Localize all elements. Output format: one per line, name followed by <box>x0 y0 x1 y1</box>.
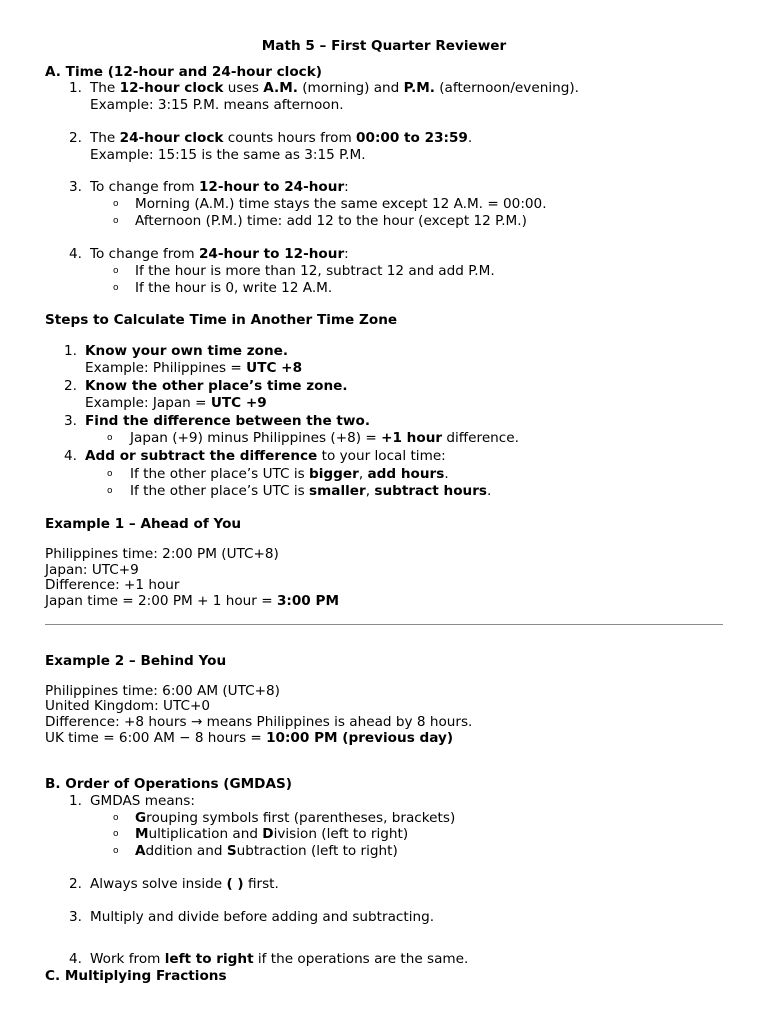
b-item-2-number: 2. <box>69 876 82 892</box>
bullet-marker: o <box>113 829 119 839</box>
bullet-marker: o <box>113 813 119 823</box>
example-1-line: Japan: UTC+9 <box>45 562 139 578</box>
b-item-2-text: Always solve inside ( ) first. <box>90 876 279 892</box>
bullet-marker: o <box>113 199 119 209</box>
tz-step-4-bullet-1: If the other place’s UTC is bigger, add hours. <box>130 466 449 482</box>
bullet-marker: o <box>107 469 113 479</box>
tz-step-3-bullet: Japan (+9) minus Philippines (+8) = +1 hour difference. <box>130 430 519 446</box>
example-2-result: UK time = 6:00 AM − 8 hours = 10:00 PM (previous day) <box>45 730 454 746</box>
example-2-line: United Kingdom: UTC+0 <box>45 698 210 714</box>
example-1-line: Philippines time: 2:00 PM (UTC+8) <box>45 546 279 562</box>
b-item-3-text: Multiply and divide before adding and subtracting. <box>90 909 435 925</box>
a-item-1-example: Example: 3:15 P.M. means afternoon. <box>90 97 344 113</box>
bullet-marker: o <box>107 486 113 496</box>
tz-step-4-title: Add or subtract the difference to your local time: <box>85 448 446 464</box>
timezone-heading: Steps to Calculate Time in Another Time Zone <box>45 312 398 328</box>
tz-step-1-number: 1. <box>64 343 77 359</box>
tz-step-1-example: Example: Philippines = UTC +8 <box>85 360 303 376</box>
a-item-4-bullet-2: If the hour is 0, write 12 A.M. <box>135 280 333 296</box>
section-b-heading: B. Order of Operations (GMDAS) <box>45 776 292 792</box>
tz-step-2-example: Example: Japan = UTC +9 <box>85 395 267 411</box>
a-item-2-line: The 24-hour clock counts hours from 00:00 to 23:59. <box>90 130 473 146</box>
a-item-2-number: 2. <box>69 130 82 146</box>
b-item-1-number: 1. <box>69 793 82 809</box>
tz-step-4-number: 4. <box>64 448 77 464</box>
example-1-result: Japan time = 2:00 PM + 1 hour = 3:00 PM <box>45 593 339 609</box>
a-item-2-example: Example: 15:15 is the same as 3:15 P.M. <box>90 147 366 163</box>
a-item-4-number: 4. <box>69 246 82 262</box>
tz-step-4-bullet-2: If the other place’s UTC is smaller, subtract hours. <box>130 483 492 499</box>
a-item-3-line: To change from 12-hour to 24-hour: <box>90 179 349 195</box>
tz-step-1-title: Know your own time zone. <box>85 343 289 359</box>
tz-step-2-title: Know the other place’s time zone. <box>85 378 348 394</box>
example-2-line: Difference: +8 hours → means Philippines is ahead by 8 hours. <box>45 714 473 730</box>
a-item-1-line: The 12-hour clock uses A.M. (morning) and P.M. (afternoon/evening). <box>90 80 579 96</box>
bullet-marker: o <box>113 216 119 226</box>
example-1-heading: Example 1 – Ahead of You <box>45 516 242 532</box>
example-2-heading: Example 2 – Behind You <box>45 653 227 669</box>
bullet-marker: o <box>113 846 119 856</box>
b-item-4-number: 4. <box>69 951 82 967</box>
b-item-4-text: Work from left to right if the operations are the same. <box>90 951 469 967</box>
bullet-marker: o <box>113 283 119 293</box>
gmdas-multiplication-division: Multiplication and Division (left to right) <box>135 826 409 842</box>
a-item-1-number: 1. <box>69 80 82 96</box>
section-a-heading: A. Time (12-hour and 24-hour clock) <box>45 64 322 80</box>
a-item-3-number: 3. <box>69 179 82 195</box>
page-title: Math 5 – First Quarter Reviewer <box>261 38 507 54</box>
horizontal-divider <box>45 624 723 625</box>
tz-step-2-number: 2. <box>64 378 77 394</box>
a-item-3-bullet-1: Morning (A.M.) time stays the same except 12 A.M. = 00:00. <box>135 196 547 212</box>
section-c-heading: C. Multiplying Fractions <box>45 968 227 984</box>
tz-step-3-title: Find the difference between the two. <box>85 413 370 429</box>
tz-step-3-number: 3. <box>64 413 77 429</box>
bullet-marker: o <box>107 433 113 443</box>
b-item-3-number: 3. <box>69 909 82 925</box>
a-item-4-bullet-1: If the hour is more than 12, subtract 12 and add P.M. <box>135 263 495 279</box>
gmdas-grouping: Grouping symbols first (parentheses, brackets) <box>135 810 456 826</box>
example-1-line: Difference: +1 hour <box>45 577 180 593</box>
a-item-3-bullet-2: Afternoon (P.M.) time: add 12 to the hour (except 12 P.M.) <box>135 213 527 229</box>
example-2-line: Philippines time: 6:00 AM (UTC+8) <box>45 683 280 699</box>
gmdas-addition-subtraction: Addition and Subtraction (left to right) <box>135 843 398 859</box>
a-item-4-line: To change from 24-hour to 12-hour: <box>90 246 349 262</box>
b-item-1-text: GMDAS means: <box>90 793 195 809</box>
bullet-marker: o <box>113 266 119 276</box>
